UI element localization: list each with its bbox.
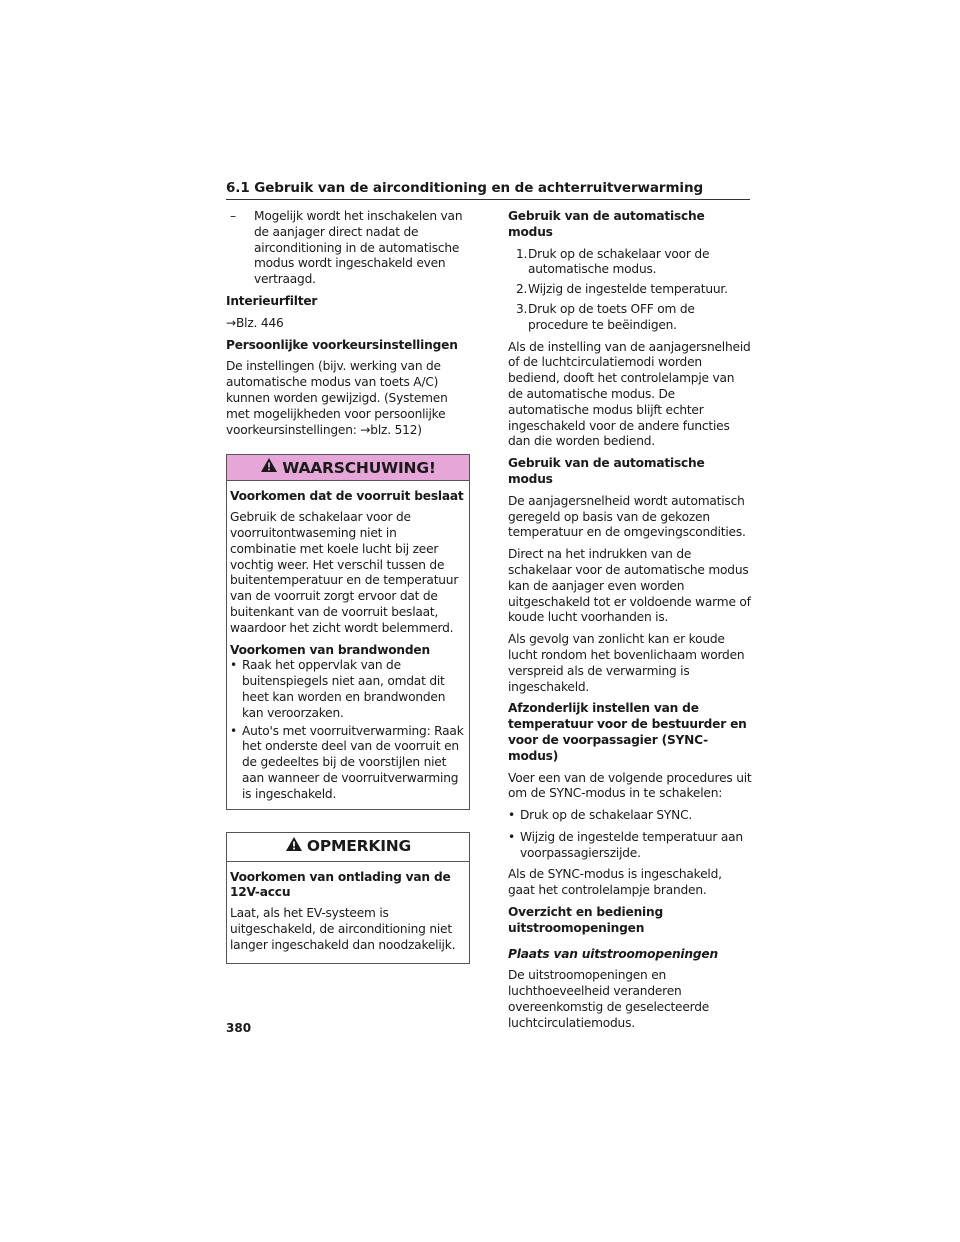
list-item	[508, 808, 752, 824]
list-item-text: Raak het oppervlak van de buitenspiegels niet aan, omdat dit heet kan worden en brandwonden kan veroorzaken.	[242, 658, 446, 720]
interieurfilter-heading: Interieurfilter	[226, 293, 318, 308]
paragraph: De aanjagersnelheid wordt automatisch geregeld op basis van de gekozen temperatuur en de omgevingscondities.	[508, 493, 746, 540]
note-header	[227, 833, 469, 862]
list-item	[508, 830, 752, 862]
bullet-icon: •	[230, 658, 237, 673]
step-number: 3.	[516, 301, 528, 316]
bullet-icon: •	[508, 808, 515, 823]
note-box	[226, 832, 470, 965]
voorkeur-text: De instellingen (bijv. werking van de automatische modus van toets A/C) kunnen worden gewijzigd. (Systemen met mogelijkheden voor persoonlijke voorkeursinstellingen: →blz. 512)	[226, 359, 448, 437]
warning-body	[227, 481, 469, 808]
warning-title: WAARSCHUWING!	[282, 458, 436, 477]
warning-header	[227, 455, 469, 481]
step-number: 1.	[516, 246, 528, 261]
list-item-text: Auto's met voorruitverwarming: Raak het onderste deel van de voorruit en de gedeeltes bij de voorstijlen niet aan wanneer de voorruitverwarming is ingeschakeld.	[242, 723, 464, 801]
list-item-text: Druk op de schakelaar SYNC.	[520, 808, 693, 823]
note-text: Laat, als het EV-systeem is uitgeschakeld, de airconditioning niet langer ingeschakeld dan noodzakelijk.	[230, 906, 456, 952]
list-item	[230, 724, 466, 803]
warning-subheading: Voorkomen dat de voorruit beslaat	[230, 489, 464, 504]
paragraph: Als de instelling van de aanjagersnelheid of de luchtcirculatiemodi worden bediend, dooft het controlelampje van de automatische modus. De automatische modus blijft echter ingeschakeld voor de andere functies dan die worden bediend.	[508, 339, 751, 449]
right-column	[508, 209, 752, 1038]
step-item	[508, 282, 752, 298]
warning-box	[226, 454, 470, 809]
auto-heading-2: Gebruik van de automatische modus	[508, 456, 705, 486]
left-column	[226, 209, 470, 964]
list-item	[230, 658, 466, 721]
bullet-icon: •	[508, 829, 515, 844]
paragraph: Direct na het indrukken van de schakelaar voor de automatische modus kan de aanjager even worden uitgeschakeld tot er voldoende warme of koude lucht voorhanden is.	[508, 547, 751, 625]
bullet-icon: •	[230, 723, 237, 738]
caution-icon	[285, 836, 303, 857]
warning-triangle-icon	[260, 457, 278, 478]
note-body	[227, 862, 469, 964]
step-number: 2.	[516, 282, 528, 297]
paragraph: Als de SYNC-modus is ingeschakeld, gaat het controlelampje branden.	[508, 867, 722, 898]
page-header: 6.1 Gebruik van de airconditioning en de achterruitverwarming	[226, 180, 750, 200]
warning-text: Gebruik de schakelaar voor de voorruitontwaseming niet in combinatie met koele lucht bij zeer vochtig weer. Het verschil tussen de buitentemperatuur en de temperatuur van de voorruit zorgt ervoor dat de buitenkant van de voorruit beslaat, waardoor het zicht wordt belemmerd.	[230, 510, 459, 635]
step-item	[508, 247, 752, 279]
step-text: Wijzig de ingestelde temperatuur.	[528, 282, 728, 297]
paragraph: De uitstroomopeningen en luchthoeveelheid veranderen overeenkomstig de geselecteerde luchtcirculatiemodus.	[508, 968, 710, 1030]
list-item-text: Wijzig de ingestelde temperatuur aan voorpassagierszijde.	[520, 829, 743, 860]
list-item	[226, 209, 470, 288]
note-title: OPMERKING	[306, 837, 412, 855]
dash-bullet: –	[230, 209, 236, 223]
step-text: Druk op de toets OFF om de procedure te beëindigen.	[528, 301, 695, 332]
list-item-text: Mogelijk wordt het inschakelen van de aanjager direct nadat de airconditioning in de automatische modus wordt ingeschakeld even vertraagd.	[254, 209, 463, 287]
auto-heading: Gebruik van de automatische modus	[508, 209, 705, 239]
plaats-heading: Plaats van uitstroomopeningen	[508, 946, 718, 961]
note-subheading: Voorkomen van ontlading van de 12V-accu	[230, 869, 451, 900]
voorkeur-heading: Persoonlijke voorkeursinstellingen	[226, 337, 458, 352]
step-text: Druk op de schakelaar voor de automatische modus.	[528, 246, 710, 277]
page-number: 380	[226, 1021, 252, 1035]
step-item	[508, 302, 752, 334]
paragraph: Voer een van de volgende procedures uit om de SYNC-modus in te schakelen:	[508, 770, 752, 801]
warning-subheading: Voorkomen van brandwonden	[230, 642, 430, 657]
paragraph: Als gevolg van zonlicht kan er koude lucht rondom het bovenlichaam worden verspreid als de verwarming is ingeschakeld.	[508, 632, 745, 694]
overzicht-heading: Overzicht en bediening uitstroomopeningen	[508, 905, 664, 935]
sync-heading: Afzonderlijk instellen van de temperatuur voor de bestuurder en voor de voorpassagier (SYNC-modus)	[508, 701, 747, 763]
page-reference-link[interactable]: →Blz. 446	[226, 315, 284, 330]
